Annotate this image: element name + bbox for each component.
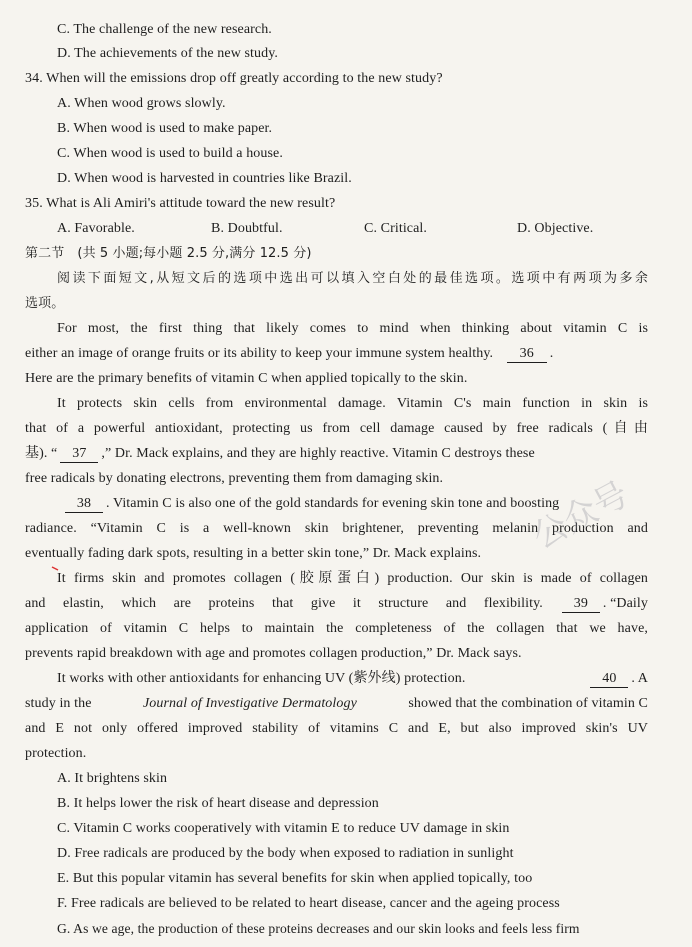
- q34-question: 34. When will the emissions drop off greatly according to the new study?: [25, 71, 443, 86]
- passage-text: 基). “: [25, 446, 58, 461]
- passage-p5-line2: [25, 694, 648, 714]
- passage-text: It works with other antioxidants for enhancing UV (紫外线) protection.: [57, 671, 466, 686]
- choice-c: C. Vitamin C works cooperatively with vitamin E to reduce UV damage in skin: [57, 821, 510, 836]
- q35-option-c: C. Critical.: [364, 221, 428, 236]
- section-instruction-line1: 阅读下面短文,从短文后的选项中选出可以填入空白处的最佳选项。选项中有两项为多余: [57, 271, 648, 286]
- passage-p2-line1: It protects skin cells from environmental damage. Vitamin C's main function in skin is: [57, 396, 648, 411]
- watermark: 公众号: [526, 473, 636, 558]
- q34-option-d: D. When wood is harvested in countries like Brazil.: [57, 171, 352, 186]
- blank-36: 36: [507, 346, 547, 363]
- q34-option-b: B. When wood is used to make paper.: [57, 121, 273, 136]
- passage-p3-line3: eventually fading dark spots, resulting in a better skin tone,” Dr. Mack explains.: [25, 546, 482, 561]
- blank-40: 40: [590, 671, 628, 688]
- passage-p2-line3: [25, 444, 648, 464]
- journal-title: Journal of Investigative Dermatology: [142, 696, 357, 711]
- q34-option-c: C. When wood is used to build a house.: [57, 146, 283, 161]
- choice-a: A. It brightens skin: [57, 771, 168, 786]
- blank-39: 39: [562, 596, 600, 613]
- passage-text: showed that the combination of vitamin C: [408, 696, 648, 711]
- choice-g: G. As we age, the production of these proteins decreases and our skin looks and feels less firm: [57, 921, 580, 936]
- passage-text: . Vitamin C is also one of the gold standards for evening skin tone and boosting: [106, 496, 560, 511]
- choice-d: D. Free radicals are produced by the body when exposed to radiation in sunlight: [57, 846, 514, 861]
- blank-group-40: [587, 669, 648, 689]
- passage-p4-line1: It firms skin and promotes collagen (胶原蛋白) production. Our skin is made of collagen: [57, 571, 648, 586]
- q35-option-b: B. Doubtful.: [211, 221, 283, 236]
- q35-option-a: A. Favorable.: [57, 221, 135, 236]
- passage-p2-line4: free radicals by donating electrons, preventing them from damaging skin.: [25, 471, 444, 486]
- passage-text: .: [549, 346, 554, 361]
- q35-option-d: D. Objective.: [517, 221, 594, 236]
- passage-p1-line1: For most, the first thing that likely comes to mind when thinking about vitamin C is: [57, 321, 648, 336]
- passage-p2-line2: that of a powerful antioxidant, protecting us from cell damage caused by free radicals (自由: [25, 421, 648, 436]
- passage-text: . “Daily: [602, 596, 648, 611]
- passage-p4-line2: [25, 594, 648, 614]
- passage-p5-line3: and E not only offered improved stability of vitamins C and E, but also improved skin's UV: [25, 721, 648, 736]
- passage-text: either an image of orange fruits or its ability to keep your immune system healthy.: [25, 346, 494, 361]
- blank-37: 37: [60, 446, 98, 463]
- blank-38: 38: [65, 496, 103, 513]
- section-instruction-line2: 选项。: [25, 296, 65, 311]
- q34-option-a: A. When wood grows slowly.: [57, 96, 226, 111]
- q33-option-d: D. The achievements of the new study.: [57, 46, 279, 61]
- choice-f: F. Free radicals are believed to be related to heart disease, cancer and the ageing process: [57, 896, 560, 911]
- q33-option-c: C. The challenge of the new research.: [57, 22, 272, 37]
- passage-p5-line4: protection.: [25, 746, 87, 761]
- passage-p4-line4: prevents rapid breakdown with age and promotes collagen production,” Dr. Mack says.: [25, 646, 522, 661]
- passage-text: . A: [631, 671, 648, 686]
- blank-group-39: [559, 594, 648, 614]
- passage-p1-line3: Here are the primary benefits of vitamin C when applied topically to the skin.: [25, 371, 468, 386]
- passage-p4-line3: application of vitamin C helps to maintain the completeness of the collagen that we have,: [25, 621, 648, 636]
- passage-p1-line2: [25, 344, 648, 364]
- passage-p5-line1: [57, 669, 648, 689]
- passage-text: ,” Dr. Mack explains, and they are highly reactive. Vitamin C destroys these: [101, 446, 535, 461]
- passage-text: study in the: [25, 696, 92, 711]
- passage-text: and elastin, which are proteins that give it structure and flexibility.: [25, 596, 543, 611]
- passage-p3-line2: radiance. “Vitamin C is a well-known skin brightener, preventing melanin production and: [25, 521, 648, 536]
- section-heading: 第二节 (共 5 小题;每小题 2.5 分,满分 12.5 分): [25, 246, 312, 261]
- q35-question: 35. What is Ali Amiri's attitude toward the new result?: [25, 196, 336, 211]
- passage-p3-line1: [57, 494, 559, 514]
- choice-b: B. It helps lower the risk of heart disease and depression: [57, 796, 379, 811]
- choice-e: E. But this popular vitamin has several benefits for skin when applied topically, too: [57, 871, 533, 886]
